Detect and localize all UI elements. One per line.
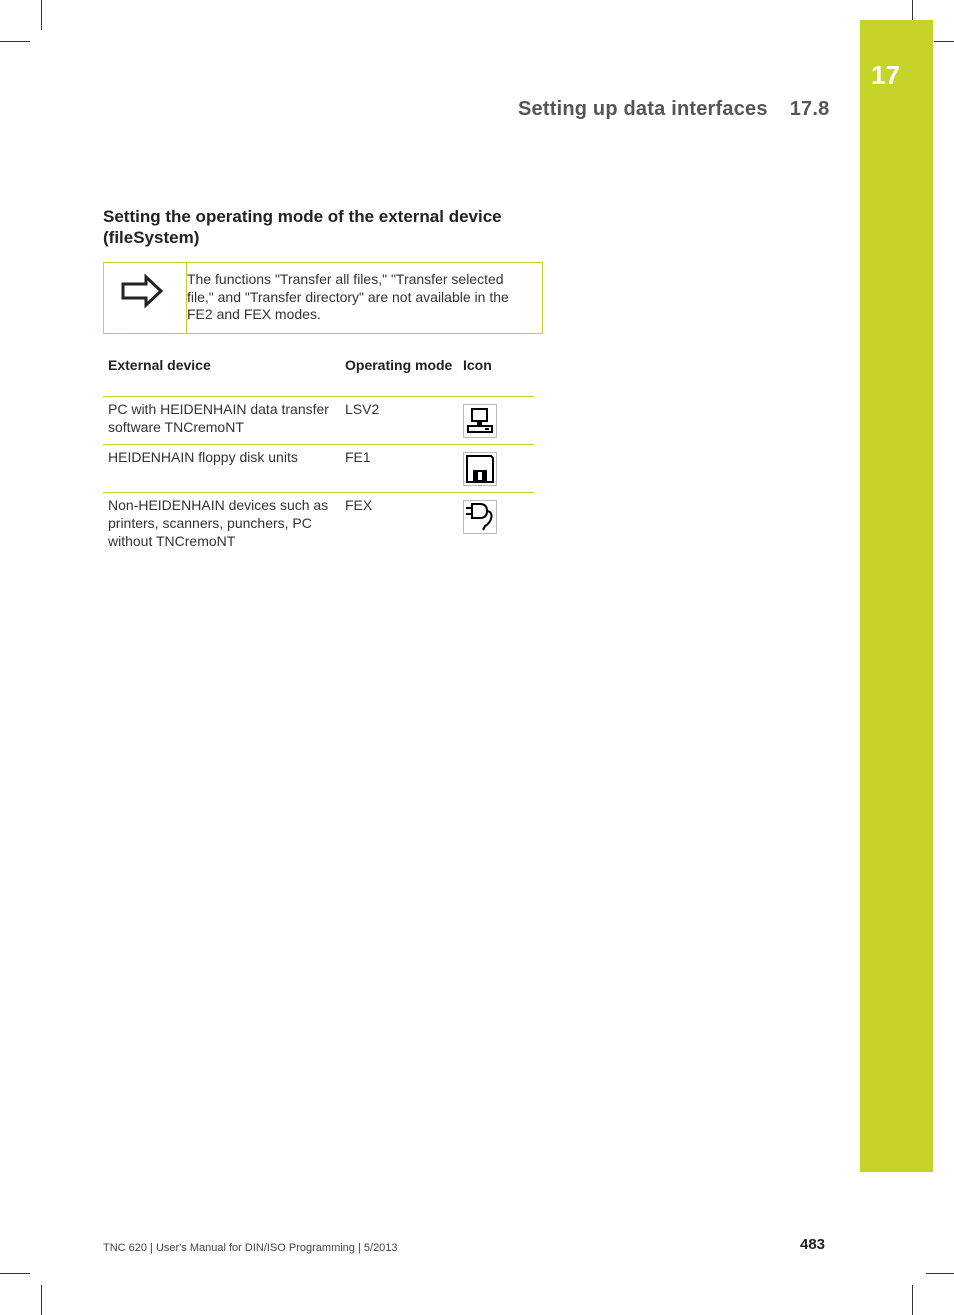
note-box: [103, 262, 543, 334]
header-icon: Icon: [458, 354, 534, 397]
pc-icon: [463, 404, 497, 438]
mode-cell: FE1: [340, 445, 458, 493]
device-cell: HEIDENHAIN floppy disk units: [103, 445, 340, 493]
footer-text: TNC 620 | User's Manual for DIN/ISO Programming | 5/2013: [103, 1242, 398, 1254]
icon-cell: [458, 397, 534, 445]
table-row: [103, 445, 534, 493]
arrow-right-icon: [120, 273, 164, 309]
mode-cell: LSV2: [345, 401, 380, 417]
crop-mark: [0, 1273, 30, 1274]
device-table: [103, 354, 534, 556]
crop-mark: [41, 1285, 42, 1315]
mode-cell: FEX: [340, 493, 458, 557]
running-header: [518, 98, 829, 121]
table-row: [103, 397, 534, 445]
crop-mark: [926, 1273, 954, 1274]
crop-mark: [912, 1285, 913, 1315]
page-number: 483: [800, 1236, 826, 1253]
chapter-tab: [860, 20, 933, 1172]
floppy-disk-icon: [463, 452, 497, 486]
crop-mark: [41, 0, 42, 30]
device-cell: PC with HEIDENHAIN data transfer software TNCremoNT: [108, 401, 329, 435]
crop-mark: [934, 41, 954, 42]
icon-cell: [458, 445, 534, 493]
icon-cell: [458, 493, 534, 557]
crop-mark: [0, 41, 30, 42]
header-external-device: External device: [103, 354, 340, 397]
section-title: Setting the operating mode of the external device (fileSystem): [103, 207, 502, 247]
crop-mark: [912, 0, 913, 20]
plug-icon: [463, 500, 497, 534]
device-cell: Non-HEIDENHAIN devices such as printers, scanners, punchers, PC without TNCremoNT: [103, 493, 340, 557]
header-operating-mode: Operating mode: [340, 354, 458, 397]
note-text: The functions "Transfer all files," "Transfer selected file," and "Transfer directory" are not available in the FE2 and FEX modes.: [187, 271, 509, 322]
running-header-title: Setting up data interfaces: [518, 98, 768, 120]
running-header-section: 17.8: [789, 98, 830, 120]
chapter-number: 17: [871, 60, 900, 90]
table-header-row: [103, 354, 534, 397]
table-row: [103, 493, 534, 557]
